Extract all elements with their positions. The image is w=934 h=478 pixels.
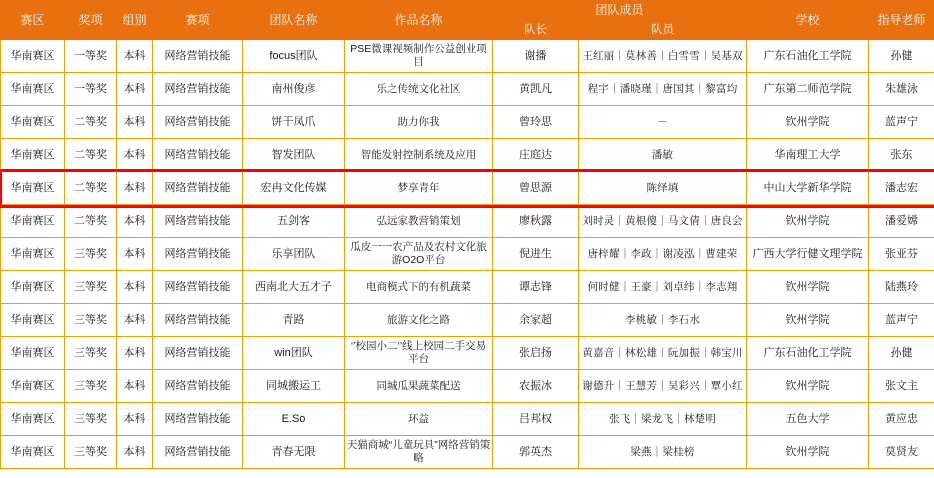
cell-group: 本科 <box>117 139 153 172</box>
cell-work: 旅游文化之路 <box>345 304 493 337</box>
table-header <box>1 1 934 40</box>
table-row <box>1 271 934 304</box>
cell-event: 网络营销技能 <box>153 337 243 370</box>
cell-prize: 三等奖 <box>65 304 117 337</box>
cell-team: 西南北大五才子 <box>243 271 345 304</box>
cell-work: 天猫商城“儿童玩具”网络营销策略 <box>345 436 493 469</box>
cell-event: 网络营销技能 <box>153 73 243 106</box>
cell-prize: 二等奖 <box>65 106 117 139</box>
cell-team: 同城搬运工 <box>243 370 345 403</box>
cell-work: 助力你我 <box>345 106 493 139</box>
cell-school: 华南理工大学 <box>747 139 869 172</box>
cell-members: 李桃敏｜李石水 <box>579 304 747 337</box>
cell-teacher: 张文主 <box>869 370 934 403</box>
cell-prize: 三等奖 <box>65 436 117 469</box>
cell-group: 本科 <box>117 403 153 436</box>
cell-event: 网络营销技能 <box>153 304 243 337</box>
cell-teacher: 蓝声宁 <box>869 304 934 337</box>
cell-team: 智发团队 <box>243 139 345 172</box>
cell-teacher: 陆燕玲 <box>869 271 934 304</box>
cell-group: 本科 <box>117 205 153 238</box>
cell-school: 广东石油化工学院 <box>747 337 869 370</box>
cell-work: PSE微课视频制作公益创业项目 <box>345 40 493 73</box>
cell-school: 中山大学新华学院 <box>747 172 869 205</box>
cell-prize: 一等奖 <box>65 73 117 106</box>
cell-teacher: 黄应忠 <box>869 403 934 436</box>
cell-members: 程宇｜潘晓瑾｜唐国其｜黎富均 <box>579 73 747 106</box>
cell-team: 青路 <box>243 304 345 337</box>
cell-event: 网络营销技能 <box>153 271 243 304</box>
header-event: 赛项 <box>153 1 243 40</box>
cell-members: 唐梓耀｜李政｜谢凌泓｜曹建荣 <box>579 238 747 271</box>
cell-prize: 三等奖 <box>65 238 117 271</box>
header-members-group: 团队成员 <box>493 1 747 21</box>
cell-teacher: 张亚芬 <box>869 238 934 271</box>
cell-leader: 农振冰 <box>493 370 579 403</box>
table-row <box>1 304 934 337</box>
cell-group: 本科 <box>117 271 153 304</box>
cell-teacher: 潘爱嫦 <box>869 205 934 238</box>
cell-work: 弘远家教营销策划 <box>345 205 493 238</box>
table-row <box>1 172 934 205</box>
cell-work: 同城瓜果蔬菜配送 <box>345 370 493 403</box>
table-row <box>1 403 934 436</box>
cell-work: 电商模式下的有机蔬菜 <box>345 271 493 304</box>
header-teacher: 指导老师 <box>869 1 934 40</box>
cell-area: 华南赛区 <box>1 370 65 403</box>
cell-area: 华南赛区 <box>1 403 65 436</box>
cell-teacher: 孙健 <box>869 40 934 73</box>
cell-area: 华南赛区 <box>1 436 65 469</box>
cell-prize: 二等奖 <box>65 172 117 205</box>
cell-group: 本科 <box>117 337 153 370</box>
cell-leader: 庄庭达 <box>493 139 579 172</box>
cell-leader: 曾思源 <box>493 172 579 205</box>
cell-prize: 三等奖 <box>65 337 117 370</box>
cell-members: 刘时灵｜黄根傻｜马文倩｜唐良会 <box>579 205 747 238</box>
cell-area: 华南赛区 <box>1 304 65 337</box>
cell-event: 网络营销技能 <box>153 40 243 73</box>
cell-area: 华南赛区 <box>1 337 65 370</box>
table-row <box>1 40 934 73</box>
cell-leader: 黄凯凡 <box>493 73 579 106</box>
cell-team: win团队 <box>243 337 345 370</box>
cell-leader: 郭英杰 <box>493 436 579 469</box>
header-row-top <box>1 1 934 21</box>
cell-prize: 三等奖 <box>65 271 117 304</box>
cell-leader: 吕邦权 <box>493 403 579 436</box>
cell-group: 本科 <box>117 238 153 271</box>
cell-members: 梁燕｜梁桂榜 <box>579 436 747 469</box>
cell-area: 华南赛区 <box>1 205 65 238</box>
table-row <box>1 238 934 271</box>
cell-team: 乐享团队 <box>243 238 345 271</box>
cell-event: 网络营销技能 <box>153 139 243 172</box>
cell-area: 华南赛区 <box>1 172 65 205</box>
cell-event: 网络营销技能 <box>153 403 243 436</box>
cell-school: 广西大学行健文理学院 <box>747 238 869 271</box>
cell-prize: 二等奖 <box>65 205 117 238</box>
cell-event: 网络营销技能 <box>153 436 243 469</box>
cell-event: 网络营销技能 <box>153 205 243 238</box>
header-members: 队员 <box>579 21 747 40</box>
cell-work: 环益 <box>345 403 493 436</box>
cell-work: ‘’校园小二‘’线上校园二手交易平台 <box>345 337 493 370</box>
cell-members: 潘敏 <box>579 139 747 172</box>
cell-leader: 谭志锋 <box>493 271 579 304</box>
cell-school: 钦州学院 <box>747 370 869 403</box>
cell-group: 本科 <box>117 40 153 73</box>
header-school: 学校 <box>747 1 869 40</box>
cell-group: 本科 <box>117 73 153 106</box>
cell-team: 饼干凤爪 <box>243 106 345 139</box>
cell-prize: 一等奖 <box>65 40 117 73</box>
cell-work: 梦享青年 <box>345 172 493 205</box>
cell-teacher: 张东 <box>869 139 934 172</box>
cell-leader: 张启扬 <box>493 337 579 370</box>
table-row <box>1 73 934 106</box>
cell-group: 本科 <box>117 172 153 205</box>
table-row <box>1 106 934 139</box>
cell-school: 广东第二师范学院 <box>747 73 869 106</box>
cell-event: 网络营销技能 <box>153 106 243 139</box>
cell-group: 本科 <box>117 106 153 139</box>
cell-group: 本科 <box>117 370 153 403</box>
header-area: 赛区 <box>1 1 65 40</box>
cell-area: 华南赛区 <box>1 106 65 139</box>
cell-teacher: 潘志宏 <box>869 172 934 205</box>
cell-school: 钦州学院 <box>747 271 869 304</box>
cell-area: 华南赛区 <box>1 40 65 73</box>
cell-teacher: 朱雄泳 <box>869 73 934 106</box>
cell-teacher: 莫贤友 <box>869 436 934 469</box>
cell-group: 本科 <box>117 436 153 469</box>
cell-members: 谢德升｜王慧芳｜吴彩兴｜覃小红 <box>579 370 747 403</box>
header-prize: 奖项 <box>65 1 117 40</box>
cell-work: 智能发射控制系统及应用 <box>345 139 493 172</box>
cell-members: 何时健｜王豪｜刘卓纬｜李志翔 <box>579 271 747 304</box>
cell-members: 张飞｜梁龙飞｜林楚明 <box>579 403 747 436</box>
cell-school: 广东石油化工学院 <box>747 40 869 73</box>
cell-school: 钦州学院 <box>747 205 869 238</box>
cell-work: 瓜皮一一农产品及农村文化旅游O2O平台 <box>345 238 493 271</box>
header-group: 组别 <box>117 1 153 40</box>
cell-school: 钦州学院 <box>747 436 869 469</box>
cell-event: 网络营销技能 <box>153 370 243 403</box>
cell-area: 华南赛区 <box>1 238 65 271</box>
cell-members: 陈绎填 <box>579 172 747 205</box>
cell-members: 黄嘉音｜林松雄｜阮加振｜韩宝川 <box>579 337 747 370</box>
cell-leader: 廖秋露 <box>493 205 579 238</box>
cell-area: 华南赛区 <box>1 139 65 172</box>
cell-leader: 倪进生 <box>493 238 579 271</box>
cell-school: 五色大学 <box>747 403 869 436</box>
cell-prize: 三等奖 <box>65 370 117 403</box>
cell-team: 五剑客 <box>243 205 345 238</box>
table-body <box>1 40 934 469</box>
cell-members: － <box>579 106 747 139</box>
cell-work: 乐之传统文化社区 <box>345 73 493 106</box>
header-leader: 队长 <box>493 21 579 40</box>
cell-team: E.So <box>243 403 345 436</box>
cell-prize: 二等奖 <box>65 139 117 172</box>
cell-group: 本科 <box>117 304 153 337</box>
cell-leader: 谢播 <box>493 40 579 73</box>
cell-leader: 余家超 <box>493 304 579 337</box>
cell-prize: 三等奖 <box>65 403 117 436</box>
cell-team: 宏冉文化传媒 <box>243 172 345 205</box>
cell-teacher: 蓝声宁 <box>869 106 934 139</box>
table-row <box>1 436 934 469</box>
table-row <box>1 337 934 370</box>
cell-members: 王红丽｜莫林善｜白雪雪｜吴基双 <box>579 40 747 73</box>
cell-teacher: 孙健 <box>869 337 934 370</box>
cell-event: 网络营销技能 <box>153 172 243 205</box>
table-row <box>1 205 934 238</box>
cell-team: focus团队 <box>243 40 345 73</box>
cell-school: 钦州学院 <box>747 106 869 139</box>
cell-leader: 曾玲思 <box>493 106 579 139</box>
cell-school: 钦州学院 <box>747 304 869 337</box>
cell-event: 网络营销技能 <box>153 238 243 271</box>
header-team: 团队名称 <box>243 1 345 40</box>
table-row <box>1 370 934 403</box>
cell-team: 南州俊彦 <box>243 73 345 106</box>
cell-area: 华南赛区 <box>1 271 65 304</box>
header-work: 作品名称 <box>345 1 493 40</box>
cell-team: 青春无限 <box>243 436 345 469</box>
table-row <box>1 139 934 172</box>
cell-area: 华南赛区 <box>1 73 65 106</box>
